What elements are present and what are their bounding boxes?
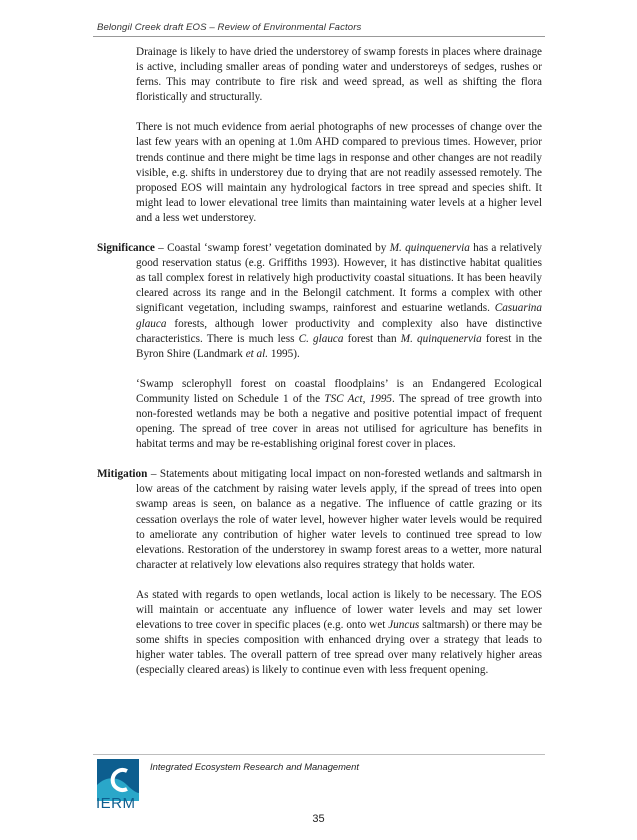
- paragraph-evidence: There is not much evidence from aerial photographs of new processes of change over the last few years with an opening at 1.0m AHD compared to previous times. However, prior trends continue and there might be time lags in response and other changes are not readily visible, e.g. shifts in understorey due to drying that are not readily assessed remotely. The proposed EOS will maintain any hydrological factors in tree spread and species shift. It might lead to lower elevational tree limits than maintaining water levels at a higher level and a less wet understorey.: [136, 121, 542, 224]
- paragraph-drainage: Drainage is likely to have dried the understorey of swamp forests in places where drainage is active, including smaller areas of ponding water and understoreys of sedges, rushes or ferns. This may contribute to fire risk and weed spread, as well as shifting the flora floristically and structurally.: [136, 46, 542, 104]
- body-text: [97, 45, 542, 693]
- paragraph-local-action: As stated with regards to open wetlands, local action is likely to be necessary. The EOS will maintain or accentuate any influence of lower water levels and may set lower elevations to tree cover in specific places (e.g. onto wet Juncus saltmarsh) or there may be some shifts in species composition with enhanced drying over a strategy that leads to higher water tables. The overall pattern of tree spread over many relatively higher areas (especially cleared areas) is likely to continue even with less frequent opening.: [136, 588, 542, 677]
- significance-heading: Significance: [97, 242, 155, 255]
- paragraph-eec: ‘Swamp sclerophyll forest on coastal floodplains’ is an Endangered Ecological Community listed on Schedule 1 of the TSC Act, 1995. The spread of tree growth into non-forested wetlands may be both a negative and positive potential impact of frequent opening. The spread of tree cover in areas not utilised for agriculture has benefits in habitat terms and may be re-establishing original forest cover in places.: [136, 377, 542, 451]
- header-rule: [93, 36, 545, 37]
- footer-organisation: Integrated Ecosystem Research and Management: [150, 761, 359, 772]
- running-header: Belongil Creek draft EOS – Review of Environmental Factors: [97, 22, 362, 33]
- paragraph-significance: Significance – Coastal ‘swamp forest’ vegetation dominated by M. quinquenervia has a relatively good reservation status (e.g. Griffiths 1993). However, it has distinctive habitat qualities as tall complex forest in relatively high productivity coastal situations. It has been heavily cleared across its range and in the Belongil catchment. It forms a complex with other significant vegetation, including swamps, rainforest and estuarine wetlands. Casuarina glauca forests, although lower productivity and complexity also have distinctive characteristics. There is much less C. glauca forest than M. quinquenervia forest in the Byron Shire (Landmark et al. 1995).: [97, 242, 543, 360]
- footer-rule: [93, 754, 545, 755]
- mitigation-heading: Mitigation: [97, 468, 148, 481]
- ierm-logo-text: IERM: [96, 795, 136, 812]
- page-number: 35: [312, 813, 325, 825]
- paragraph-mitigation: Mitigation – Statements about mitigating local impact on non-forested wetlands and saltmarsh in low areas of the catchment by raising water levels apply, if the spread of trees into open swamp areas is seen, on balance as a negative. The influence of cattle grazing or its cessation overlays the role of water level, however higher water levels would be required to ameliorate any contribution of higher water levels to continued tree spread to low elevations. Restoration of the understorey in swamp forest areas to a wetter, more natural character at relatively low elevations also requires strategy that holds water.: [97, 468, 542, 571]
